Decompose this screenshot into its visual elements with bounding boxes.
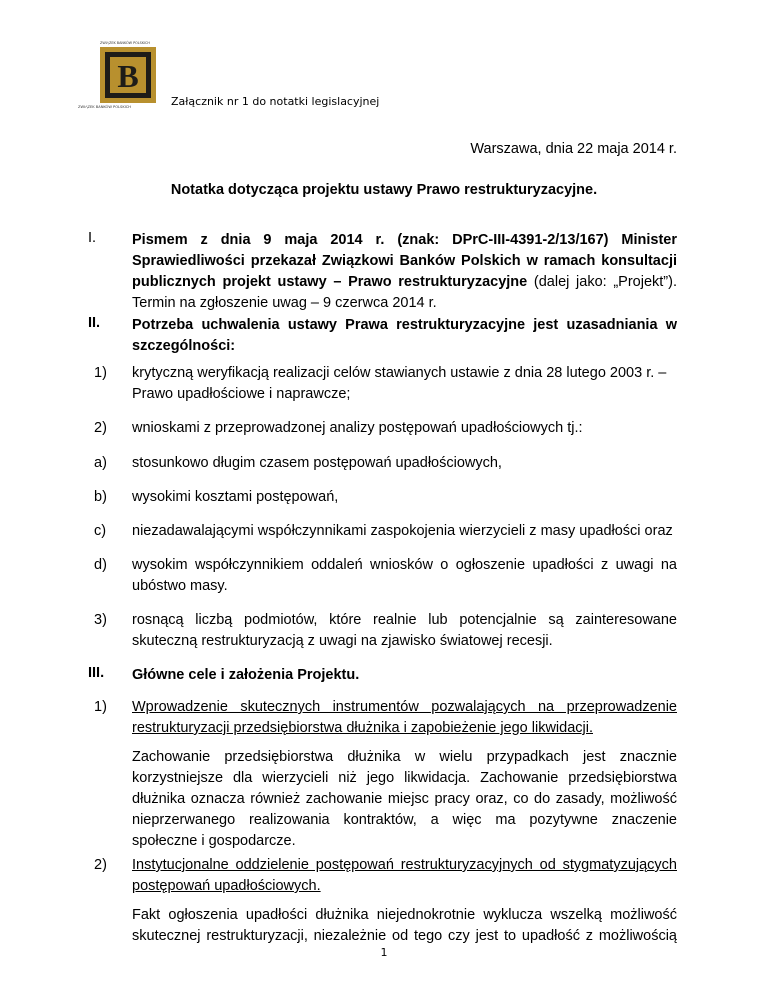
annex-label: Załącznik nr 1 do notatki legislacyjnej [171,95,380,108]
document-date: Warszawa, dnia 22 maja 2014 r. [470,141,677,157]
zbp-logo-emblem [78,39,166,109]
section-1-normal-text: (dalej jako: „Projekt”). Termin na zgłoszenie uwag – 9 czerwca 2014 r. [132,274,677,311]
section-3-item-2-heading: Instytucjonalne oddzielenie postępowań restrukturyzacyjnych od stygmatyzujących postępowań upadłościowych. [132,857,677,894]
page-number: 1 [380,946,388,959]
section-3-item-1-number: 1) [94,699,107,715]
section-2-item-d-text: wysokim współczynnikiem oddaleń wniosków o ogłoszenie upadłości z uwagi na ubóstwo masy. [132,557,677,594]
section-2-item-2-text: wnioskami z przeprowadzonej analizy postępowań upadłościowych tj.: [132,420,583,436]
section-2-item-a-text: stosunkowo długim czasem postępowań upadłościowych, [132,455,502,471]
section-1-bold-text: Pismem z dnia 9 maja 2014 r. (znak: DPrC-III-4391-2/13/167) Minister Sprawiedliwości przekazał Związkowi Banków Polskich w ramach konsultacji publicznych projekt ustawy – Prawo restrukturyzacyjne [132,232,677,290]
section-2-item-3-text: rosnącą liczbą podmiotów, które realnie lub potencjalnie są zainteresowane skuteczną restrukturyzacją z uwagi na zjawisko światowej recesji. [132,612,677,649]
section-2-item-a-number: a) [94,455,107,471]
section-3-item-1-heading: Wprowadzenie skutecznych instrumentów pozwalających na przeprowadzenie restrukturyzacji przedsiębiorstwa dłużnika i zapobieżenie jego likwidacji. [132,699,677,736]
section-2-item-1-number: 1) [94,365,107,381]
logo-letter: B [117,58,139,94]
section-2-item-c-number: c) [94,523,107,539]
section-2-item-1-text: krytyczną weryfikacją realizacji celów stawianych ustawie z dnia 28 lutego 2003 r. – Prawo upadłościowe i naprawcze; [132,365,667,402]
section-3-item-1-text: Zachowanie przedsiębiorstwa dłużnika w wielu przypadkach jest znacznie korzystniejsze dla wierzycieli niż jego likwidacja. Zachowanie przedsiębiorstwa dłużnika oznacza również zachowanie miejsc pracy oraz, co do zasady, możliwość nieprzerwanego realizowania kontraktów, a więc ma pozytywne znaczenie społeczne i gospodarcze. [132,749,677,849]
section-2-item-b-number: b) [94,489,107,505]
section-1-number: I. [88,230,97,246]
section-2-item-d-number: d) [94,557,107,573]
section-2-item-2-number: 2) [94,420,107,436]
section-3-heading: Główne cele i założenia Projektu. [132,667,360,683]
section-2-item-b-text: wysokimi kosztami postępowań, [132,489,339,505]
section-3-item-2-number: 2) [94,857,107,873]
section-2-item-c-text: niezadawalającymi współczynnikami zaspokojenia wierzycieli z masy upadłości oraz [132,523,673,539]
document-title: Notatka dotycząca projektu ustawy Prawo restrukturyzacyjne. [170,182,598,198]
logo-caption-bottom: ZWIĄZEK BANKÓW POLSKICH [78,105,131,109]
section-2-number: II. [88,315,101,331]
section-2-item-3-number: 3) [94,612,107,628]
section-2-heading: Potrzeba uchwalenia ustawy Prawa restrukturyzacyjne jest uzasadniania w szczególności: [132,317,677,354]
section-3-item-2-text: Fakt ogłoszenia upadłości dłużnika niejednokrotnie wyklucza wszelką możliwość skutecznej restrukturyzacji, niezależnie od tego czy jest to upadłość z możliwością [132,907,677,944]
zbp-logo [78,39,166,109]
section-3-number: III. [88,665,105,681]
section-1-paragraph [132,230,677,314]
logo-caption-top: ZWIĄZEK BANKÓW POLSKICH [100,41,150,45]
